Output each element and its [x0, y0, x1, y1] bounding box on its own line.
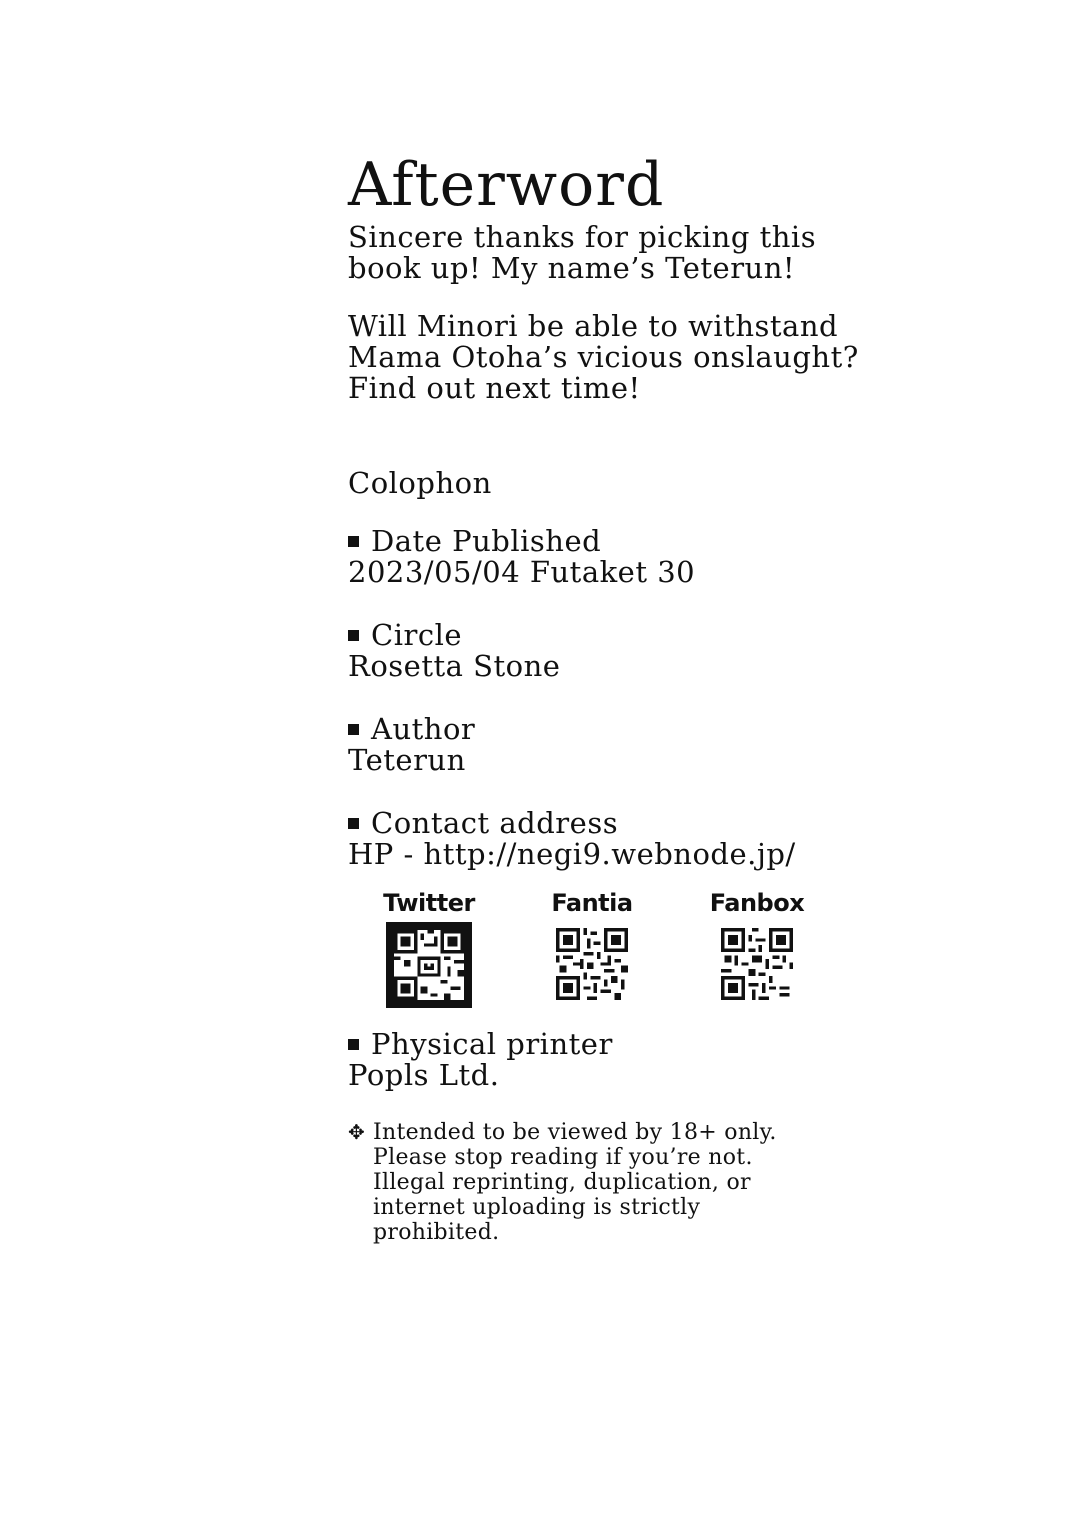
section-label: Physical printer: [371, 1027, 613, 1061]
fanbox-qr-icon: [721, 928, 793, 1000]
teaser-line: Will Minori be able to withstand: [348, 309, 839, 343]
bullet-icon: [348, 724, 359, 735]
section-value: Teterun: [348, 743, 466, 777]
fanbox-qr[interactable]: [702, 888, 812, 1000]
fantia-qr[interactable]: [537, 888, 647, 1000]
qr-label: Twitter: [383, 889, 475, 917]
section-label: Contact address: [371, 806, 619, 840]
colophon-section-date: [348, 526, 695, 588]
colophon-section-printer: [348, 1029, 613, 1091]
colophon-section-author: [348, 714, 475, 776]
notice-text: [373, 1120, 777, 1245]
notice-line: Illegal reprinting, duplication, or: [373, 1170, 751, 1195]
notice-line: internet uploading is strictly: [373, 1195, 701, 1220]
notice-line: Please stop reading if you’re not.: [373, 1145, 753, 1170]
colophon-section-circle: [348, 620, 560, 682]
bullet-icon: [348, 818, 359, 829]
qr-label: Fanbox: [709, 889, 805, 917]
section-label: Date Published: [371, 524, 602, 558]
fantia-qr-icon: [556, 928, 628, 1000]
colophon-heading: Colophon: [348, 466, 492, 500]
qr-label: Fantia: [551, 889, 633, 917]
intro-line: book up! My name’s Teterun!: [348, 251, 796, 285]
intro-paragraph: [348, 222, 816, 284]
bullet-icon: [348, 536, 359, 547]
section-label: Author: [371, 712, 476, 746]
four-diamond-icon: ✥: [348, 1120, 366, 1144]
contact-url[interactable]: HP - http://negi9.webnode.jp/: [348, 837, 796, 871]
section-label: Circle: [371, 618, 463, 652]
section-value: Popls Ltd.: [348, 1058, 500, 1092]
bullet-icon: [348, 1039, 359, 1050]
notice-line: Intended to be viewed by 18+ only.: [373, 1120, 777, 1145]
intro-line: Sincere thanks for picking this: [348, 220, 817, 254]
page-title: Afterword: [348, 150, 665, 220]
teaser-paragraph: [348, 311, 859, 404]
twitter-qr[interactable]: [374, 888, 484, 1008]
teaser-line: Mama Otoha’s vicious onslaught?: [348, 340, 859, 374]
notice-line: prohibited.: [373, 1220, 500, 1245]
colophon-section-contact: [348, 808, 796, 870]
section-value: Rosetta Stone: [348, 649, 561, 683]
twitter-qr-icon: [386, 922, 472, 1008]
bullet-icon: [348, 630, 359, 641]
section-value: 2023/05/04 Futaket 30: [348, 555, 696, 589]
teaser-line: Find out next time!: [348, 371, 641, 405]
